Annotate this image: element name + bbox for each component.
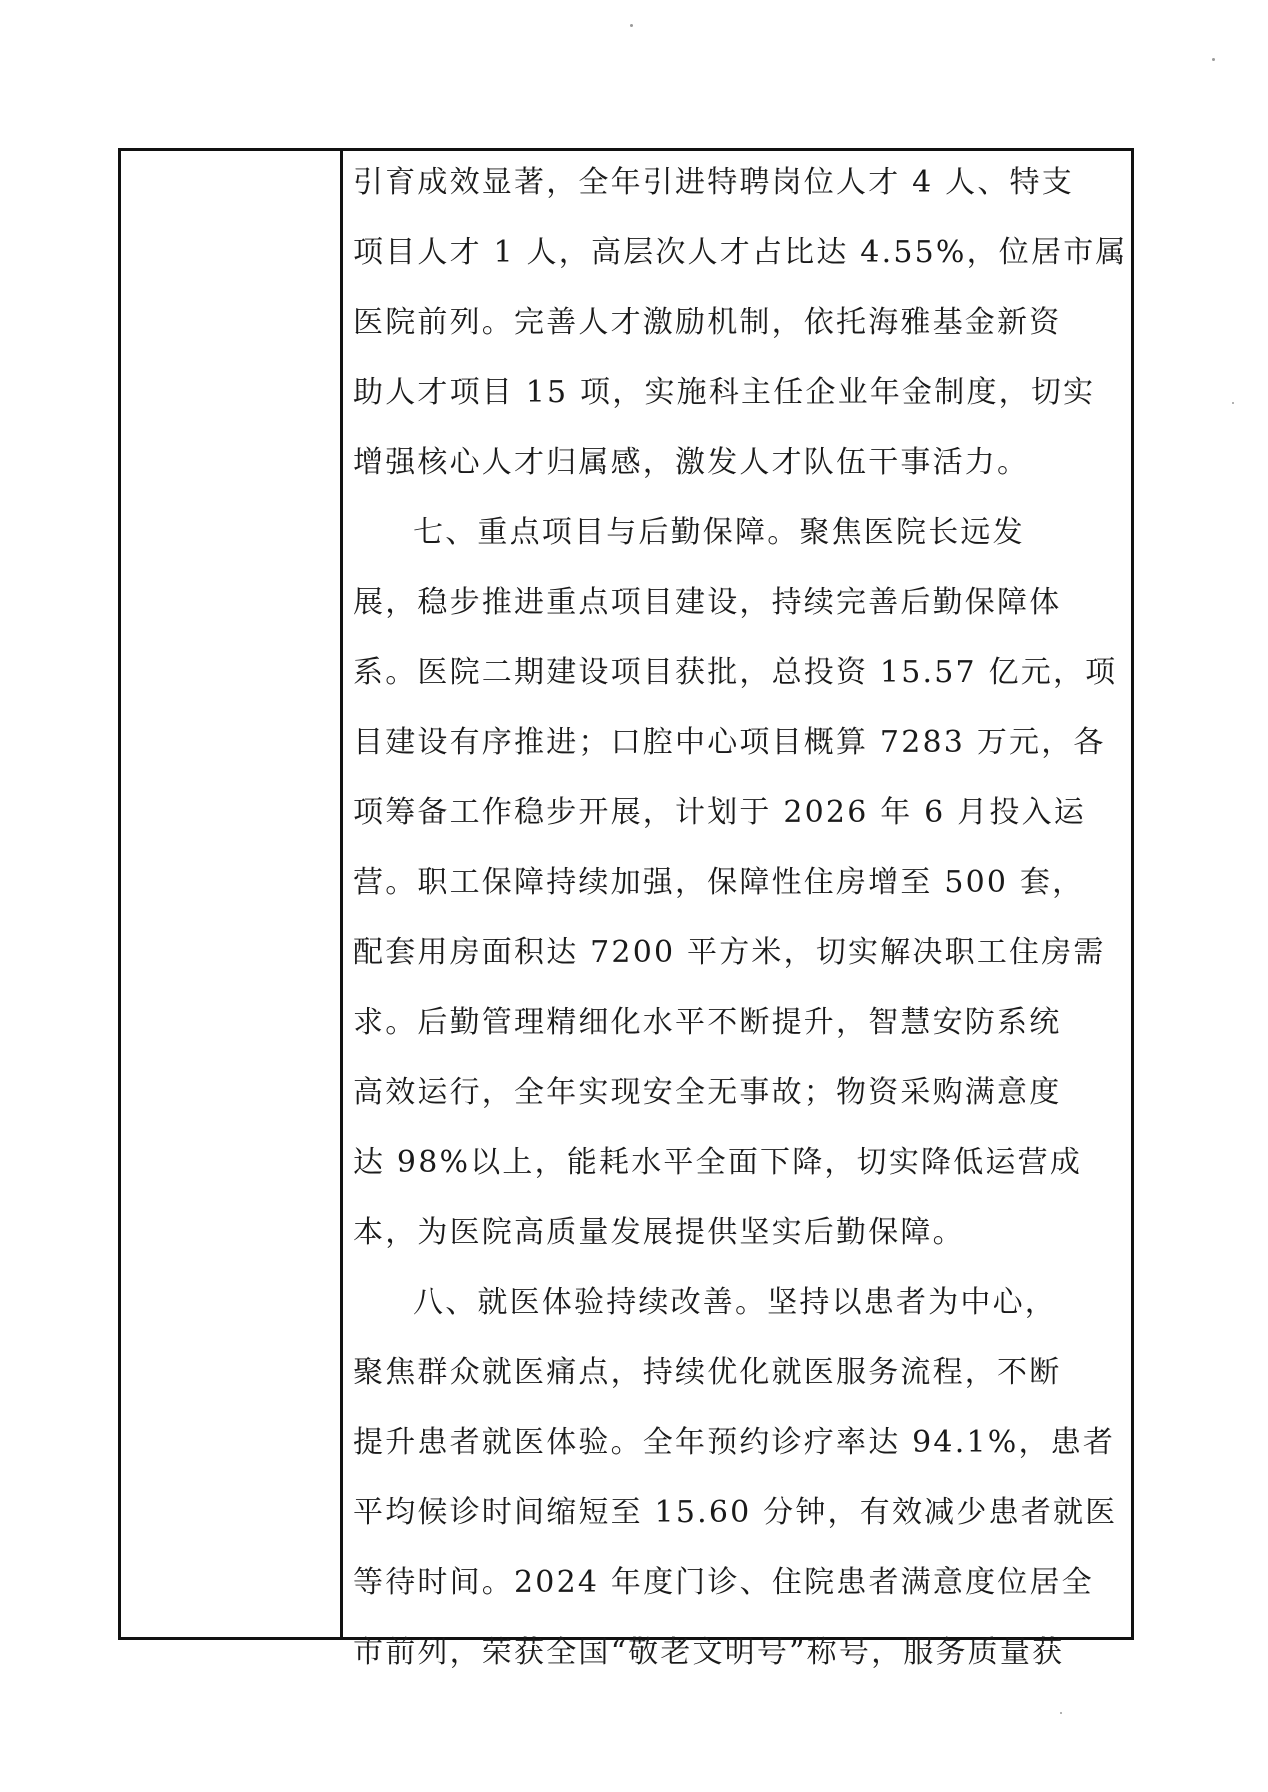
text-line: 达 98%以上，能耗水平全面下降，切实降低运营成: [353, 1145, 1083, 1180]
scan-speck: [1060, 1712, 1062, 1714]
text-line: 展，稳步推进重点项目建设，持续完善后勤保障体: [353, 585, 1062, 620]
text-line: 引育成效显著，全年引进特聘岗位人才 4 人、特支: [353, 165, 1074, 200]
text-line: 系。医院二期建设项目获批，总投资 15.57 亿元，项: [353, 655, 1118, 690]
text-line: 助人才项目 15 项，实施科主任企业年金制度，切实: [353, 375, 1096, 410]
scan-speck: [1212, 58, 1215, 61]
label-cell: [121, 151, 343, 1637]
text-line: 项筹备工作稳步开展，计划于 2026 年 6 月投入运: [353, 795, 1086, 830]
section-heading-line: 七、重点项目与后勤保障。聚焦医院长远发: [413, 515, 1025, 550]
text-line: 市前列，荣获全国“敬老文明号”称号，服务质量获: [353, 1635, 1065, 1670]
text-line: 医院前列。完善人才激励机制，依托海雅基金新资: [353, 305, 1062, 340]
text-line: 本，为医院高质量发展提供坚实后勤保障。: [353, 1215, 965, 1250]
scan-speck: [1232, 402, 1234, 404]
content-cell: [343, 151, 1131, 1670]
text-line: 增强核心人才归属感，激发人才队伍干事活力。: [353, 445, 1030, 480]
text-line: 聚焦群众就医痛点，持续优化就医服务流程，不断: [353, 1355, 1062, 1390]
text-line: 高效运行，全年实现安全无事故；物资采购满意度: [353, 1075, 1062, 1110]
text-line: 营。职工保障持续加强，保障性住房增至 500 套，: [353, 865, 1085, 900]
text-line: 提升患者就医体验。全年预约诊疗率达 94.1%，患者: [353, 1425, 1116, 1460]
text-line: 平均候诊时间缩短至 15.60 分钟，有效减少患者就医: [353, 1495, 1118, 1530]
text-line: 配套用房面积达 7200 平方米，切实解决职工住房需: [353, 935, 1106, 970]
text-line: 项目人才 1 人，高层次人才占比达 4.55%，位居市属: [353, 235, 1128, 270]
section-heading-line: 八、就医体验持续改善。坚持以患者为中心，: [413, 1285, 1057, 1320]
scan-speck: [630, 24, 633, 27]
form-table: [118, 148, 1134, 1670]
text-line: 求。后勤管理精细化水平不断提升，智慧安防系统: [353, 1005, 1062, 1040]
text-line: 目建设有序推进；口腔中心项目概算 7283 万元，各: [353, 725, 1106, 760]
text-line: 等待时间。2024 年度门诊、住院患者满意度位居全: [353, 1565, 1094, 1600]
